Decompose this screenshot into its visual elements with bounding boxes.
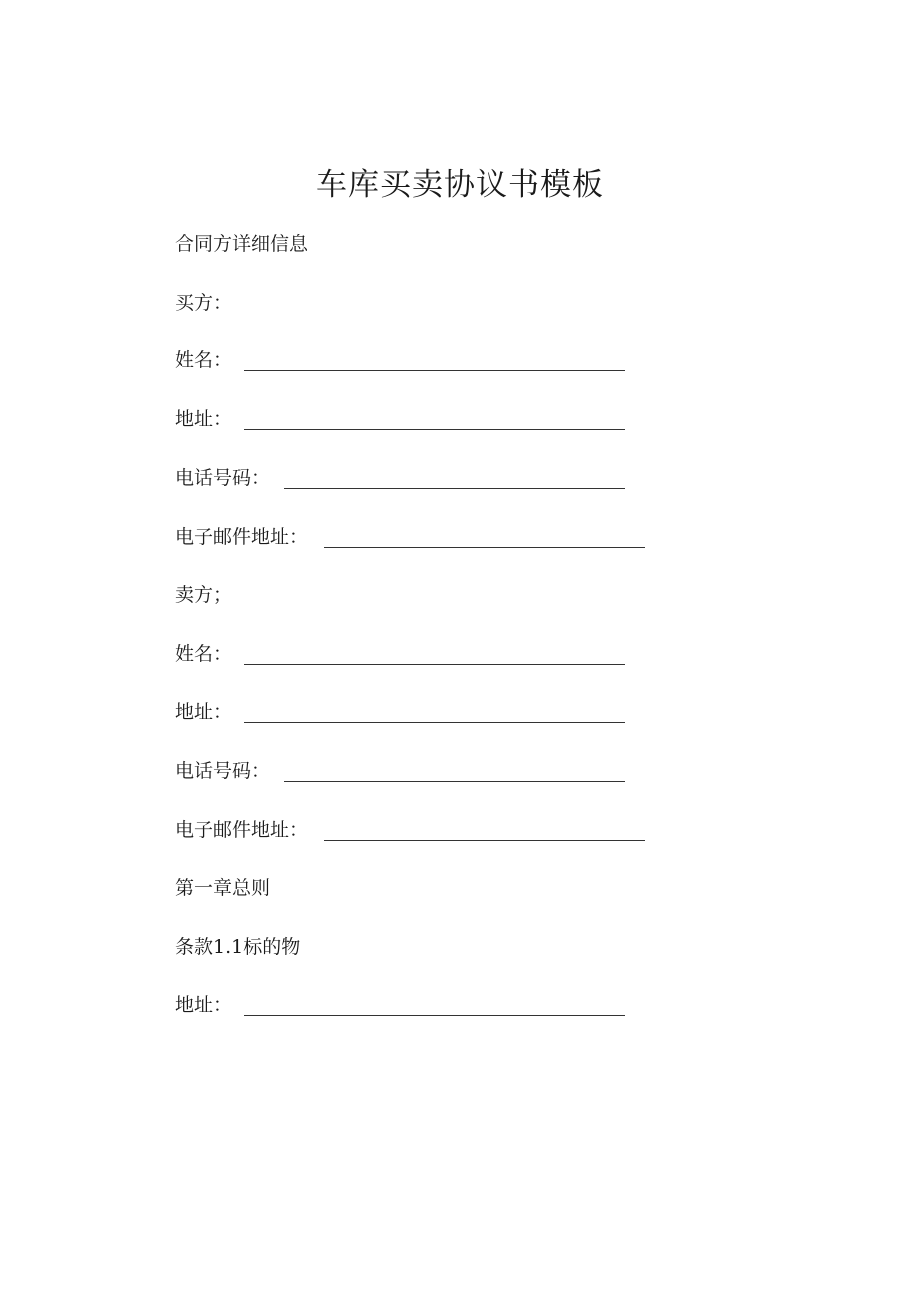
section-heading-party-details: 合同方详细信息	[175, 233, 309, 255]
buyer-name-field[interactable]	[175, 347, 675, 373]
chapter-1-heading: 第一章总则	[175, 877, 271, 899]
buyer-email-label: 电子邮件地址：	[175, 526, 309, 548]
seller-name-field[interactable]	[175, 641, 675, 667]
subject-address-label: 地址：	[175, 994, 233, 1016]
seller-address-blank-line[interactable]	[244, 722, 625, 723]
buyer-address-label: 地址：	[175, 408, 233, 430]
subject-address-field[interactable]	[175, 992, 675, 1018]
buyer-email-field[interactable]	[175, 524, 675, 550]
buyer-phone-label: 电话号码：	[175, 467, 271, 489]
seller-name-blank-line[interactable]	[244, 664, 625, 665]
seller-phone-field[interactable]	[175, 758, 675, 784]
seller-email-blank-line[interactable]	[324, 840, 645, 841]
seller-address-field[interactable]	[175, 699, 675, 725]
buyer-heading: 买方：	[175, 292, 233, 314]
buyer-address-field[interactable]	[175, 406, 675, 432]
buyer-phone-blank-line[interactable]	[284, 488, 625, 489]
buyer-name-blank-line[interactable]	[244, 370, 625, 371]
buyer-phone-field[interactable]	[175, 465, 675, 491]
buyer-address-blank-line[interactable]	[244, 429, 625, 430]
seller-phone-label: 电话号码：	[175, 760, 271, 782]
buyer-email-blank-line[interactable]	[324, 547, 645, 548]
seller-heading: 卖方；	[175, 584, 233, 606]
seller-name-label: 姓名：	[175, 643, 233, 665]
clause-1-1-heading: 条款1.1标的物	[175, 936, 301, 958]
seller-email-field[interactable]	[175, 817, 675, 843]
document-title: 车库买卖协议书模板	[316, 167, 604, 203]
subject-address-blank-line[interactable]	[244, 1015, 625, 1016]
seller-address-label: 地址：	[175, 701, 233, 723]
seller-phone-blank-line[interactable]	[284, 781, 625, 782]
buyer-name-label: 姓名：	[175, 349, 233, 371]
seller-email-label: 电子邮件地址：	[175, 819, 309, 841]
